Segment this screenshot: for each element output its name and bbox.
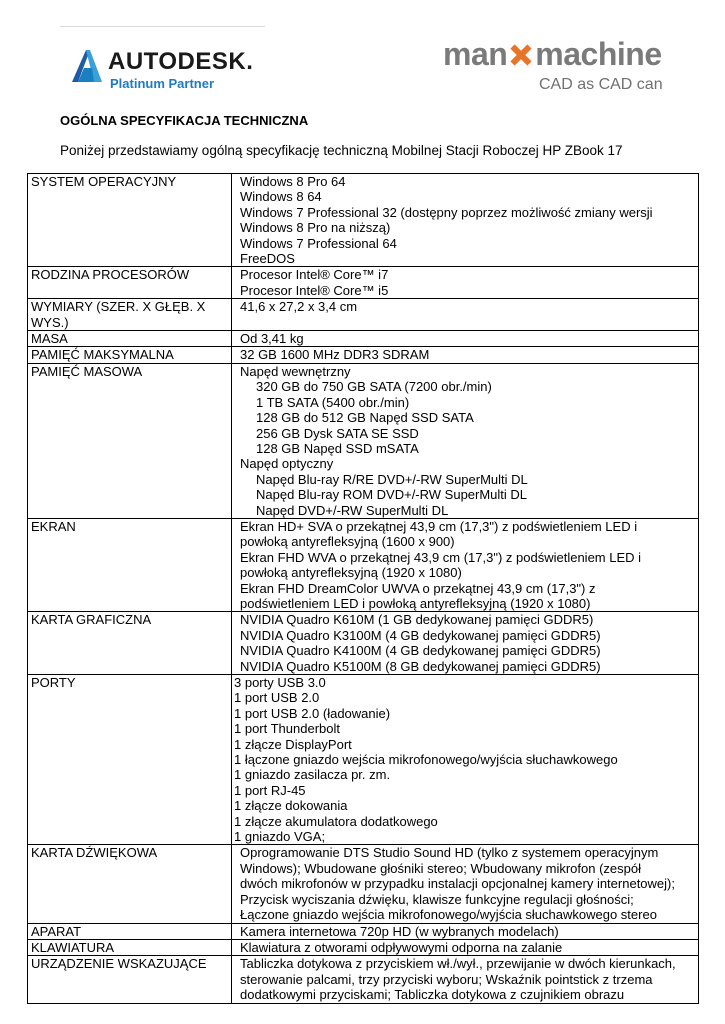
- subsection-title: Napęd wewnętrzny: [240, 363, 351, 379]
- row-label: [28, 299, 232, 331]
- value-line: Napęd DVD+/-RW SuperMulti DL: [256, 502, 449, 518]
- row-value: 41,6 x 27,2 x 3,4 cm: [232, 299, 699, 331]
- value-line: sterowanie palcami, trzy przyciski wyboru; Wskaźnik pointstick z trzema: [240, 971, 653, 987]
- row-label: KLAWIATURA: [28, 939, 232, 955]
- value-line: Procesor Intel® Core™ i7: [240, 267, 389, 283]
- value-line: 1 złącze akumulatora dodatkowego: [234, 813, 438, 829]
- value-line: Napęd Blu-ray ROM DVD+/-RW SuperMulti DL: [256, 487, 528, 503]
- value-line: Windows); Wbudowane głośniki stereo; Wbudowany mikrofon (zespół: [240, 860, 642, 876]
- manmachine-tagline: CAD as CAD can: [539, 76, 663, 93]
- table-row: [28, 939, 699, 955]
- row-label: KARTA GRAFICZNA: [28, 612, 232, 675]
- table-row: [28, 845, 699, 923]
- table-row: [28, 174, 699, 267]
- value-line: 1 złącze DisplayPort: [234, 736, 352, 752]
- row-label: PAMIĘĆ MASOWA: [28, 363, 232, 518]
- value-line: 1 port Thunderbolt: [234, 721, 340, 737]
- value-line: 320 GB do 750 GB SATA (7200 obr./min): [256, 379, 492, 395]
- manmachine-logo: [443, 36, 673, 96]
- label-line: WYS.): [31, 314, 69, 330]
- value-line: 3 porty USB 3.0: [234, 675, 326, 690]
- value-line: 1 TB SATA (5400 obr./min): [256, 394, 410, 410]
- value-line: dwóch mikrofonów w przypadku instalacji opcjonalnej kamery internetowej);: [240, 876, 675, 892]
- value-line: Tabliczka dotykowa z przyciskiem wł./wył., przewijanie w dwóch kierunkach,: [240, 956, 676, 972]
- spec-table: [27, 173, 699, 1004]
- value-line: Ekran FHD DreamColor UWVA o przekątnej 43,9 cm (17,3") z: [240, 580, 596, 596]
- row-value: [232, 612, 699, 675]
- table-row: [28, 267, 699, 299]
- x-cross-icon: [509, 43, 533, 67]
- row-label: SYSTEM OPERACYJNY: [28, 174, 232, 267]
- autodesk-a-icon: [68, 48, 104, 84]
- value-line: Oprogramowanie DTS Studio Sound HD (tylko z systemem operacyjnym: [240, 845, 659, 861]
- table-row: [28, 347, 699, 363]
- table-row: [28, 518, 699, 611]
- value-line: 1 gniazdo zasilacza pr. zm.: [234, 767, 391, 783]
- value-line: powłoką antyrefleksyjną (1920 x 1080): [240, 565, 462, 581]
- autodesk-name: AUTODESK.: [108, 48, 254, 75]
- value-line: 1 port RJ-45: [234, 782, 306, 798]
- manmachine-name: [443, 36, 662, 73]
- row-value: [232, 174, 699, 267]
- row-value: Od 3,41 kg: [232, 331, 699, 347]
- page-title: OGÓLNA SPECYFIKACJA TECHNICZNA: [60, 113, 309, 128]
- value-line: 256 GB Dysk SATA SE SSD: [256, 425, 419, 441]
- value-line: Ekran FHD WVA o przekątnej 43,9 cm (17,3") z podświetleniem LED i: [240, 549, 642, 565]
- row-label: PAMIĘĆ MAKSYMALNA: [28, 347, 232, 363]
- value-line: Windows 8 Pro na niższą): [240, 220, 391, 236]
- value-line: Windows 7 Professional 32 (dostępny poprzez możliwość zmiany wersji: [240, 204, 653, 220]
- value-line: powłoką antyrefleksyjną (1600 x 900): [240, 534, 455, 550]
- row-label: PORTY: [28, 675, 232, 845]
- value-line: Przycisk wyciszania dźwięku, klawisze funkcyjne regulacji głośności;: [240, 891, 634, 907]
- row-value: [232, 267, 699, 299]
- value-line: 1 port USB 2.0 (ładowanie): [234, 705, 391, 721]
- row-label: RODZINA PROCESORÓW: [28, 267, 232, 299]
- value-line: 1 port USB 2.0: [234, 690, 320, 706]
- table-row: [28, 299, 699, 331]
- value-line: Procesor Intel® Core™ i5: [240, 282, 389, 298]
- table-row: [28, 923, 699, 939]
- subsection-title: Napęd optyczny: [240, 456, 334, 472]
- table-row: [28, 956, 699, 1003]
- row-value: Kamera internetowa 720p HD (w wybranych modelach): [232, 923, 699, 939]
- value-line: Łączone gniazdo wejścia mikrofonowego/wyjścia słuchawkowego stereo: [240, 907, 657, 923]
- value-line: NVIDIA Quadro K610M (1 GB dedykowanej pamięci GDDR5): [240, 612, 594, 628]
- row-label: EKRAN: [28, 518, 232, 611]
- table-row: [28, 331, 699, 347]
- autodesk-logo: [66, 44, 266, 94]
- row-value: [232, 956, 699, 1003]
- row-value: Klawiatura z otworami odpływowymi odporna na zalanie: [232, 939, 699, 955]
- value-line: Windows 7 Professional 64: [240, 235, 397, 251]
- value-line: 1 łączone gniazdo wejścia mikrofonowego/wyjścia słuchawkowego: [234, 752, 618, 768]
- table-row: [28, 612, 699, 675]
- value-line: dodatkowymi przyciskami; Tabliczka dotykowa z czujnikiem obrazu: [240, 987, 625, 1003]
- header-divider: [60, 26, 265, 27]
- row-value: [232, 518, 699, 611]
- table-row: [28, 675, 699, 845]
- table-row: [28, 363, 699, 518]
- value-line: Ekran HD+ SVA o przekątnej 43,9 cm (17,3") z podświetleniem LED i: [240, 518, 638, 534]
- value-line: Windows 8 64: [240, 189, 322, 205]
- value-line: NVIDIA Quadro K3100M (4 GB dedykowanej pamięci GDDR5): [240, 627, 601, 643]
- row-label: MASA: [28, 331, 232, 347]
- label-line: WYMIARY (SZER. X GŁĘB. X: [31, 299, 206, 315]
- value-line: Windows 8 Pro 64: [240, 174, 346, 189]
- row-value: 32 GB 1600 MHz DDR3 SDRAM: [232, 347, 699, 363]
- value-line: Napęd Blu-ray R/RE DVD+/-RW SuperMulti DL: [256, 471, 528, 487]
- row-value: [232, 845, 699, 923]
- intro-text: Poniżej przedstawiamy ogólną specyfikację techniczną Mobilnej Stacji Roboczej HP ZBook 17: [60, 143, 623, 158]
- manmachine-name-right: machine: [535, 36, 662, 72]
- value-line: 1 złącze dokowania: [234, 798, 348, 814]
- row-label: KARTA DŹWIĘKOWA: [28, 845, 232, 923]
- value-line: 1 gniazdo VGA;: [234, 829, 326, 845]
- value-line: NVIDIA Quadro K4100M (4 GB dedykowanej pamięci GDDR5): [240, 643, 601, 659]
- row-label: URZĄDZENIE WSKAZUJĄCE: [28, 956, 232, 1003]
- value-line: 128 GB Napęd SSD mSATA: [256, 440, 419, 456]
- value-line: 128 GB do 512 GB Napęd SSD SATA: [256, 410, 474, 426]
- value-line: FreeDOS: [240, 251, 295, 267]
- value-line: NVIDIA Quadro K5100M (8 GB dedykowanej pamięci GDDR5): [240, 658, 601, 674]
- row-value: [232, 675, 699, 845]
- autodesk-subtitle: Platinum Partner: [110, 76, 215, 91]
- manmachine-name-left: man: [443, 36, 508, 72]
- row-value: [232, 363, 699, 518]
- row-label: APARAT: [28, 923, 232, 939]
- value-line: podświetleniem LED i powłoką antyrefleksyjną (1920 x 1080): [240, 595, 591, 611]
